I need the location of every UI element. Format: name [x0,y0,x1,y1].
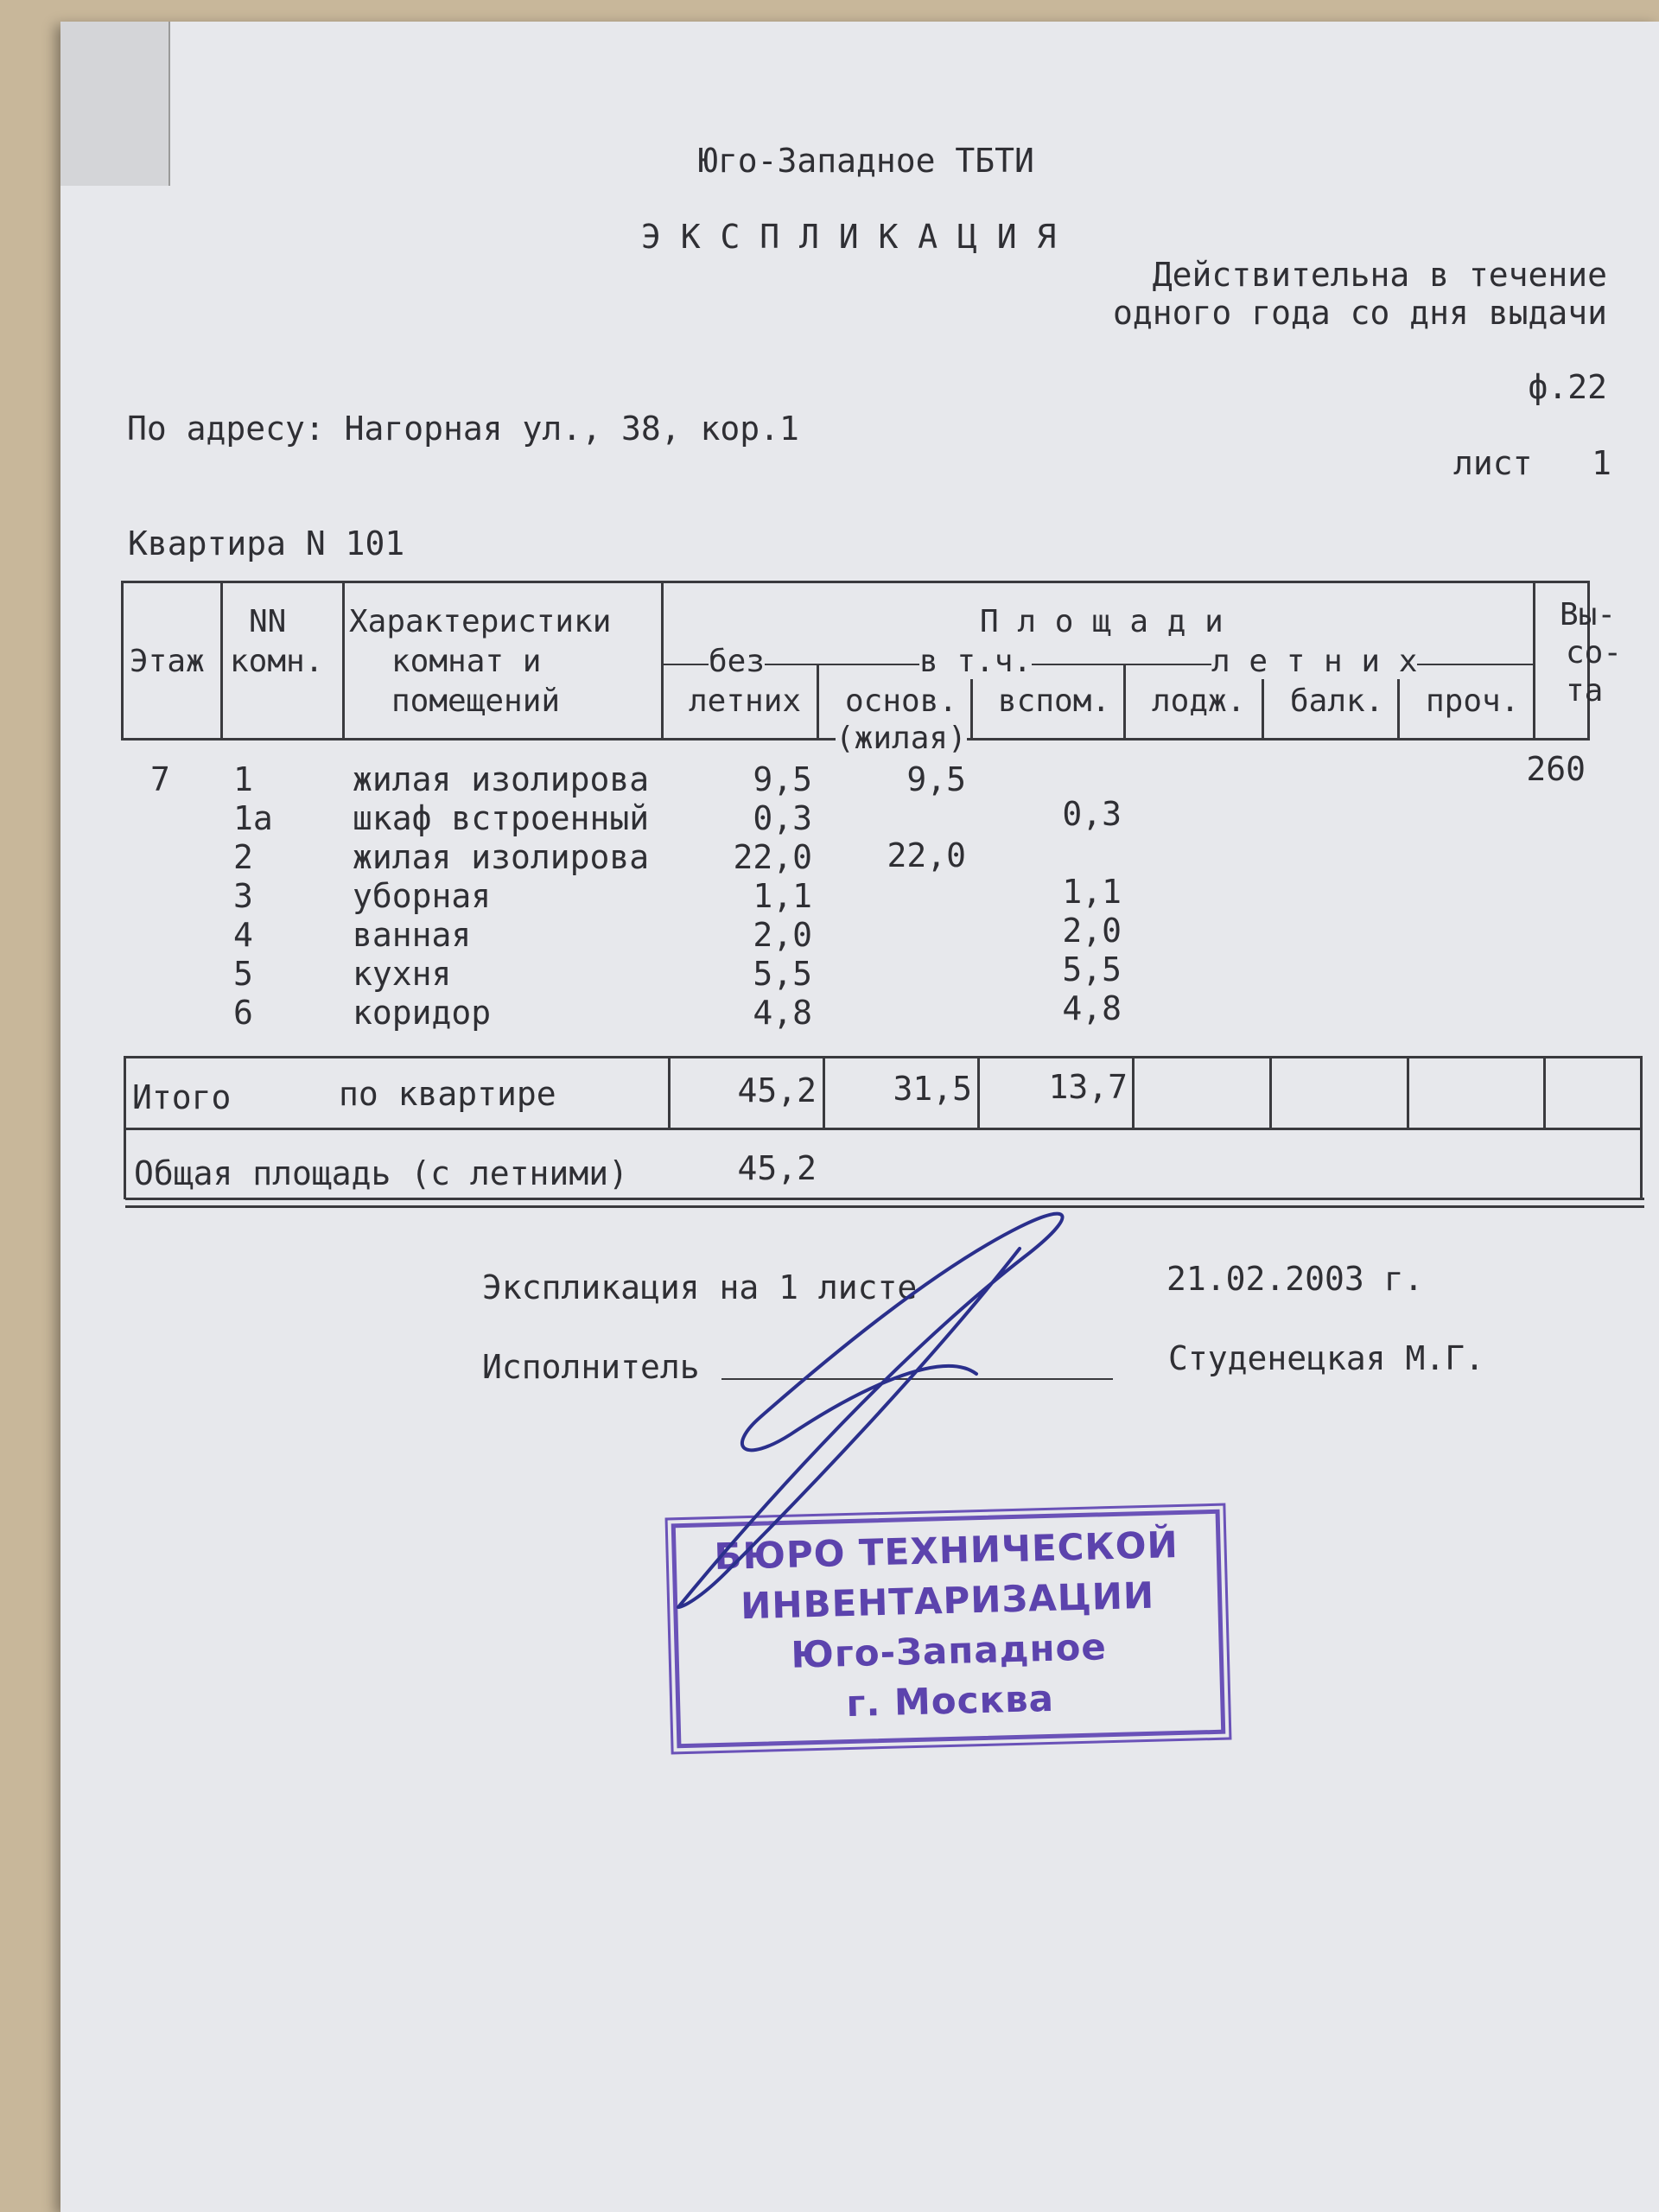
row-aux: 2,0 [1062,912,1122,950]
overall-area-value: 45,2 [737,1149,817,1187]
address: По адресу: Нагорная ул., 38, кор.1 [127,410,799,448]
col-other: проч. [1426,683,1520,719]
col-floor: Этаж [130,644,205,679]
stamp-line-2: ИНВЕНТАРИЗАЦИИ [740,1573,1155,1628]
col-balcony: балк. [1290,683,1384,719]
row-desc: уборная [353,877,492,915]
row-total: 1,1 [753,877,812,915]
col-room-no-2: комн. [230,644,324,679]
row-desc: жилая изолирова [353,760,650,798]
col-without-summer-2: летних [689,683,802,719]
row-total: 9,5 [753,760,812,798]
col-height-3: та [1566,673,1604,709]
row-floor: 7 [150,760,170,798]
document-date: 21.02.2003 г. [1166,1260,1424,1298]
col-desc-1: Характеристики [349,604,612,639]
row-desc: ванная [353,916,472,954]
totals-main: 31,5 [893,1070,972,1108]
row-total: 5,5 [753,955,812,993]
executor-name: Студенецкая М.Г. [1168,1339,1485,1377]
row-total: 2,0 [753,916,812,954]
row-room-no: 2 [233,838,253,876]
totals-label-2: по квартире [339,1075,556,1113]
row-total: 0,3 [753,799,812,837]
row-aux: 0,3 [1062,795,1122,833]
col-areas: П л о щ а д и [980,604,1224,639]
col-main: основ. [845,683,958,719]
col-without-summer-1: без [709,644,766,679]
row-height: 260 [1526,750,1586,788]
col-including: в т.ч. [919,644,1033,679]
row-room-no: 5 [233,955,253,993]
row-desc: шкаф встроенный [353,799,650,837]
col-desc-2: комнат и [391,644,542,679]
row-main: 22,0 [887,836,966,874]
sheet-number: лист 1 [1452,444,1611,482]
col-loggia: лодж. [1152,683,1246,719]
row-desc: коридор [353,994,492,1032]
stamp-line-3: Юго-Западное [790,1625,1108,1676]
validity-line-2: одного года со дня выдачи [1113,294,1607,332]
row-total: 4,8 [753,994,812,1032]
executor-label: Исполнитель [482,1348,700,1386]
col-desc-3: помещений [391,683,561,719]
overall-area-label: Общая площадь (с летними) [134,1154,628,1192]
form-number: ф.22 [1528,368,1607,406]
sheets-count: Экспликация на 1 листе [482,1268,918,1306]
totals-aux: 13,7 [1048,1068,1128,1106]
apartment-number: Квартира N 101 [128,524,405,563]
row-room-no: 1 [233,760,253,798]
col-summer: л е т н и х [1211,644,1418,679]
row-aux: 1,1 [1062,873,1122,911]
row-desc: жилая изолирова [353,838,650,876]
totals-label-1: Итого [132,1078,232,1116]
totals-total: 45,2 [737,1071,817,1109]
document-title: Э К С П Л И К А Ц И Я [641,218,1057,256]
row-aux: 5,5 [1062,950,1122,988]
col-room-no-1: NN [249,604,287,639]
row-total: 22,0 [733,838,812,876]
row-aux: 4,8 [1062,989,1122,1027]
stamp-line-1: БЮРО ТЕХНИЧЕСКОЙ [714,1523,1179,1579]
row-room-no: 1а [233,799,273,837]
row-room-no: 6 [233,994,253,1032]
col-height-1: Вы- [1560,597,1617,632]
row-desc: кухня [353,955,452,993]
col-height-2: со- [1566,635,1623,671]
row-main: 9,5 [906,760,966,798]
validity-line-1: Действительна в течение [1152,256,1607,294]
col-aux: вспом. [998,683,1111,719]
col-main-sub: (жилая) [836,721,967,756]
stamp-line-4: г. Москва [845,1676,1055,1726]
row-room-no: 3 [233,877,253,915]
row-room-no: 4 [233,916,253,954]
org-name: Юго-Западное ТБТИ [698,142,1034,180]
